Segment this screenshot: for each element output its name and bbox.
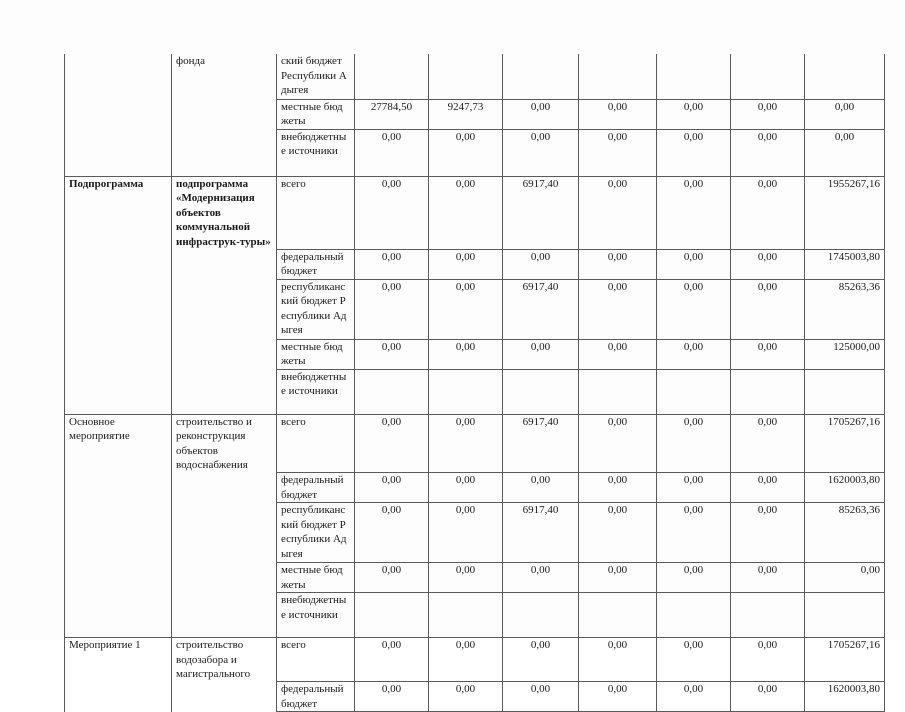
program-name-cell <box>172 249 277 279</box>
table-row <box>65 473 885 503</box>
value-cell: 0,00 <box>579 473 657 503</box>
value-cell: 0,00 <box>429 682 503 712</box>
value-cell: 0,00 <box>503 473 579 503</box>
table-row <box>65 593 885 638</box>
funding-source-cell: республиканский бюджет Республики Адыгея <box>277 503 355 563</box>
value-cell <box>805 593 885 638</box>
value-cell <box>731 593 805 638</box>
table-row <box>65 99 885 129</box>
program-level-cell <box>65 503 172 563</box>
value-cell: 0,00 <box>503 563 579 593</box>
value-cell: 0,00 <box>355 638 429 682</box>
funding-source-cell: ский бюджет Республики Адыгея <box>277 54 355 99</box>
value-cell: 0,00 <box>731 503 805 563</box>
value-cell: 0,00 <box>731 176 805 249</box>
value-cell <box>355 369 429 414</box>
program-name-cell <box>172 279 277 339</box>
value-cell: 27784,50 <box>355 99 429 129</box>
table-row <box>65 129 885 176</box>
table-row <box>65 249 885 279</box>
value-cell: 0,00 <box>731 473 805 503</box>
value-cell: 0,00 <box>503 682 579 712</box>
funding-source-cell: республиканский бюджет Республики Адыгея <box>277 279 355 339</box>
value-cell: 0,00 <box>355 414 429 473</box>
program-level-cell: Мероприятие 1 <box>65 638 172 682</box>
value-cell <box>579 369 657 414</box>
value-cell: 0,00 <box>579 414 657 473</box>
value-cell <box>805 54 885 99</box>
value-cell: 0,00 <box>579 279 657 339</box>
value-cell: 0,00 <box>503 638 579 682</box>
value-cell: 9247,73 <box>429 99 503 129</box>
value-cell <box>579 54 657 99</box>
value-cell <box>579 593 657 638</box>
funding-source-cell: федеральный бюджет <box>277 473 355 503</box>
funding-source-cell: федеральный бюджет <box>277 682 355 712</box>
value-cell: 1955267,16 <box>805 176 885 249</box>
value-cell: 0,00 <box>657 279 731 339</box>
funding-source-cell: всего <box>277 638 355 682</box>
table-row <box>65 503 885 563</box>
table-row <box>65 279 885 339</box>
budget-table <box>64 54 885 712</box>
value-cell: 0,00 <box>579 503 657 563</box>
value-cell: 0,00 <box>579 249 657 279</box>
value-cell: 0,00 <box>657 249 731 279</box>
value-cell <box>657 54 731 99</box>
value-cell: 0,00 <box>657 176 731 249</box>
value-cell: 0,00 <box>503 249 579 279</box>
program-name-cell: строительство водозабора и магистрального <box>172 638 277 682</box>
program-level-cell <box>65 339 172 369</box>
program-level-cell <box>65 129 172 176</box>
value-cell: 0,00 <box>731 249 805 279</box>
value-cell: 0,00 <box>355 129 429 176</box>
value-cell: 0,00 <box>805 563 885 593</box>
program-level-cell <box>65 473 172 503</box>
value-cell: 0,00 <box>657 503 731 563</box>
value-cell: 0,00 <box>579 638 657 682</box>
value-cell <box>731 54 805 99</box>
program-level-cell <box>65 682 172 712</box>
value-cell: 0,00 <box>355 473 429 503</box>
program-level-cell <box>65 279 172 339</box>
value-cell <box>657 593 731 638</box>
value-cell: 0,00 <box>579 129 657 176</box>
value-cell: 0,00 <box>355 682 429 712</box>
value-cell <box>355 54 429 99</box>
value-cell: 0,00 <box>731 638 805 682</box>
value-cell: 0,00 <box>429 473 503 503</box>
value-cell: 0,00 <box>503 339 579 369</box>
value-cell: 125000,00 <box>805 339 885 369</box>
value-cell: 0,00 <box>429 638 503 682</box>
value-cell <box>805 369 885 414</box>
value-cell: 6917,40 <box>503 279 579 339</box>
value-cell: 0,00 <box>355 563 429 593</box>
program-level-cell <box>65 593 172 638</box>
value-cell: 85263,36 <box>805 279 885 339</box>
value-cell <box>731 369 805 414</box>
funding-source-cell: внебюджетные источники <box>277 129 355 176</box>
value-cell <box>355 593 429 638</box>
value-cell: 0,00 <box>657 339 731 369</box>
value-cell: 0,00 <box>429 414 503 473</box>
program-name-cell <box>172 682 277 712</box>
value-cell: 0,00 <box>731 414 805 473</box>
funding-source-cell: федеральный бюджет <box>277 249 355 279</box>
value-cell: 1620003,80 <box>805 682 885 712</box>
value-cell: 1705267,16 <box>805 638 885 682</box>
value-cell: 6917,40 <box>503 503 579 563</box>
value-cell: 0,00 <box>579 99 657 129</box>
value-cell: 0,00 <box>657 682 731 712</box>
value-cell: 0,00 <box>355 503 429 563</box>
program-name-cell: подпрограмма «Модернизация объектов коммунальной инфраструк-туры» <box>172 176 277 249</box>
table-row <box>65 176 885 249</box>
value-cell: 6917,40 <box>503 414 579 473</box>
value-cell: 85263,36 <box>805 503 885 563</box>
value-cell: 0,00 <box>503 99 579 129</box>
value-cell: 0,00 <box>657 99 731 129</box>
table-row <box>65 638 885 682</box>
value-cell: 0,00 <box>657 563 731 593</box>
value-cell: 1620003,80 <box>805 473 885 503</box>
funding-source-cell: местные бюджеты <box>277 563 355 593</box>
value-cell: 0,00 <box>429 563 503 593</box>
program-level-cell <box>65 369 172 414</box>
program-name-cell <box>172 563 277 593</box>
value-cell: 0,00 <box>503 129 579 176</box>
program-name-cell <box>172 129 277 176</box>
value-cell: 0,00 <box>731 279 805 339</box>
table-row <box>65 563 885 593</box>
value-cell <box>429 369 503 414</box>
value-cell: 0,00 <box>731 563 805 593</box>
value-cell: 0,00 <box>429 129 503 176</box>
value-cell: 0,00 <box>579 682 657 712</box>
program-level-cell <box>65 249 172 279</box>
funding-source-cell: местные бюджеты <box>277 99 355 129</box>
funding-source-cell: всего <box>277 414 355 473</box>
value-cell: 0,00 <box>429 249 503 279</box>
value-cell: 0,00 <box>731 129 805 176</box>
value-cell <box>429 54 503 99</box>
value-cell: 0,00 <box>355 279 429 339</box>
program-level-cell: Подпрограмма <box>65 176 172 249</box>
value-cell: 0,00 <box>805 129 885 176</box>
value-cell: 0,00 <box>657 473 731 503</box>
program-level-cell <box>65 99 172 129</box>
program-level-cell: Основное мероприятие <box>65 414 172 473</box>
funding-source-cell: всего <box>277 176 355 249</box>
value-cell <box>657 369 731 414</box>
value-cell <box>429 593 503 638</box>
table-row <box>65 54 885 99</box>
value-cell: 0,00 <box>579 176 657 249</box>
program-name-cell <box>172 99 277 129</box>
value-cell <box>503 369 579 414</box>
table-row <box>65 414 885 473</box>
value-cell: 0,00 <box>355 249 429 279</box>
program-name-cell <box>172 473 277 503</box>
value-cell: 1705267,16 <box>805 414 885 473</box>
value-cell: 6917,40 <box>503 176 579 249</box>
value-cell <box>503 593 579 638</box>
value-cell: 0,00 <box>579 563 657 593</box>
funding-source-cell: внебюджетные источники <box>277 369 355 414</box>
program-name-cell <box>172 503 277 563</box>
program-level-cell <box>65 563 172 593</box>
table-row <box>65 369 885 414</box>
value-cell: 0,00 <box>429 503 503 563</box>
value-cell: 0,00 <box>579 339 657 369</box>
value-cell: 0,00 <box>657 638 731 682</box>
table-row <box>65 682 885 712</box>
funding-source-cell: внебюджетные источники <box>277 593 355 638</box>
value-cell: 0,00 <box>731 339 805 369</box>
value-cell: 0,00 <box>657 129 731 176</box>
funding-source-cell: местные бюджеты <box>277 339 355 369</box>
program-level-cell <box>65 54 172 99</box>
program-name-cell: строительство и реконструкция объектов водоснабжения <box>172 414 277 473</box>
program-name-cell: фонда <box>172 54 277 99</box>
value-cell: 0,00 <box>429 339 503 369</box>
value-cell: 0,00 <box>731 99 805 129</box>
value-cell: 0,00 <box>657 414 731 473</box>
value-cell: 0,00 <box>731 682 805 712</box>
program-name-cell <box>172 593 277 638</box>
value-cell: 0,00 <box>355 176 429 249</box>
value-cell <box>503 54 579 99</box>
value-cell: 0,00 <box>429 279 503 339</box>
value-cell: 0,00 <box>355 339 429 369</box>
program-name-cell <box>172 339 277 369</box>
value-cell: 0,00 <box>805 99 885 129</box>
value-cell: 1745003,80 <box>805 249 885 279</box>
table-row <box>65 339 885 369</box>
value-cell: 0,00 <box>429 176 503 249</box>
program-name-cell <box>172 369 277 414</box>
